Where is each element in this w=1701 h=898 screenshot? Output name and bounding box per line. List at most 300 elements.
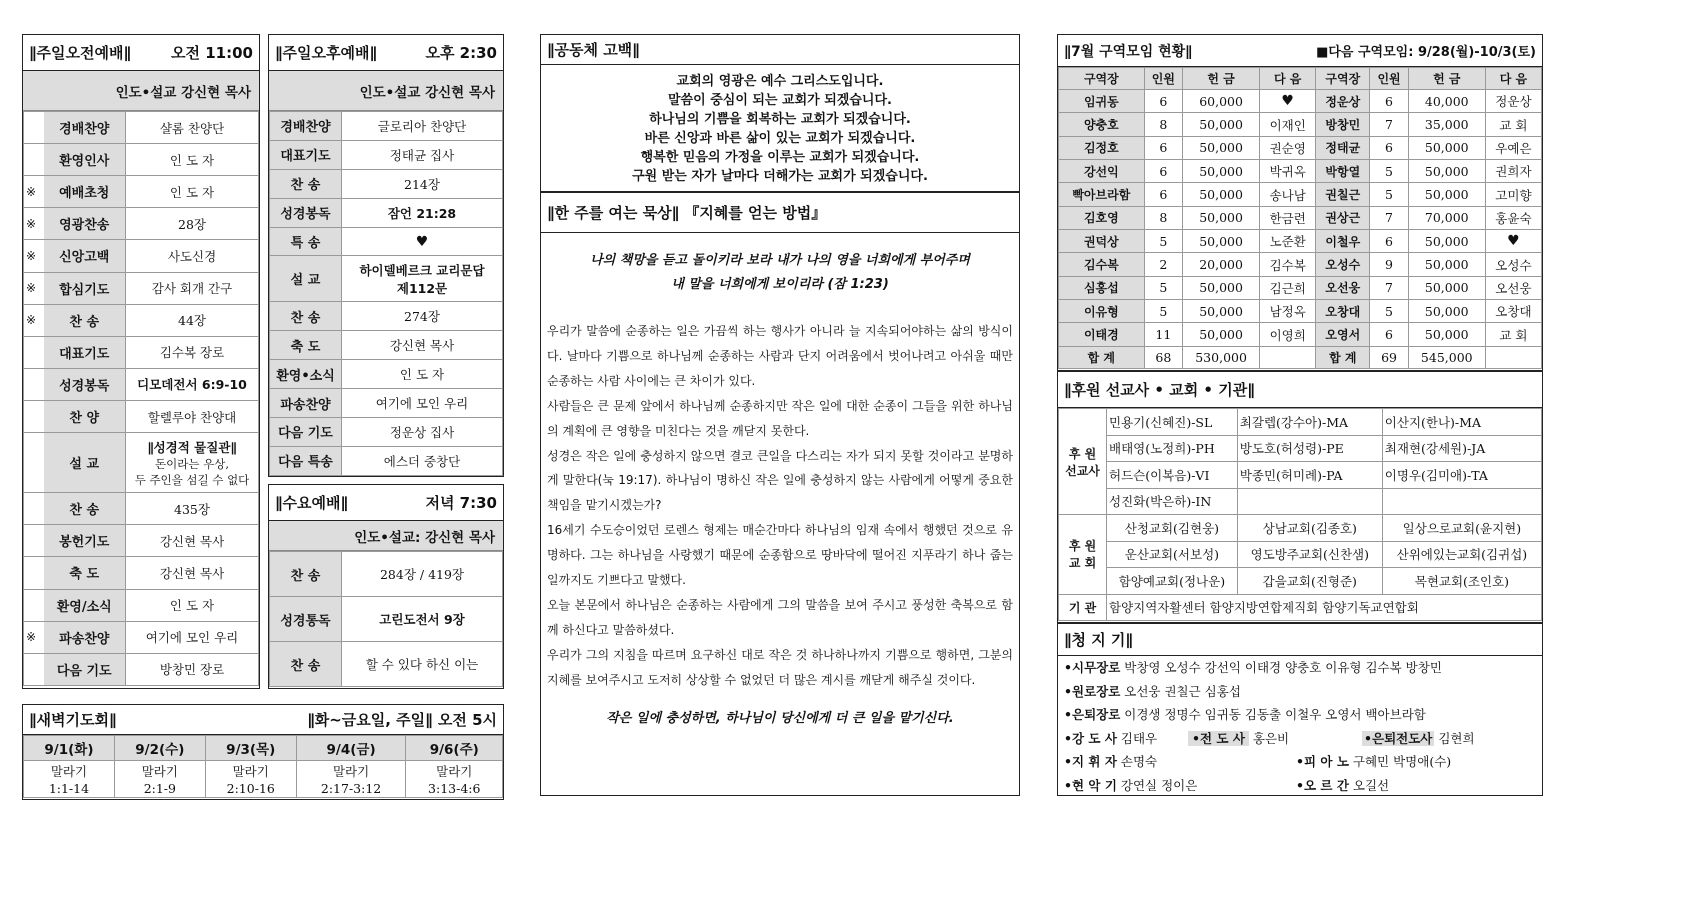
order-value: 강신현 목사 [126, 525, 259, 557]
order-row [24, 589, 259, 621]
order-value: 214장 [342, 169, 503, 198]
morning-service-title: ∥주일오전예배∥ [29, 44, 131, 62]
order-label: 찬 송 [270, 302, 342, 331]
district-row [1059, 206, 1542, 229]
district-cell: 50,000 [1183, 183, 1260, 206]
officers-elders-row [1064, 656, 1536, 680]
order-row [24, 112, 259, 144]
order-mark [24, 112, 44, 144]
order-row [270, 552, 503, 597]
order-value: 에스더 중창단 [342, 446, 503, 475]
order-value: 할 수 있다 하신 이는 [342, 642, 503, 687]
officers-box [1057, 623, 1543, 796]
district-leader: 강선익 [1059, 160, 1145, 183]
order-label: 봉헌기도 [44, 525, 126, 557]
order-value: 강신현 목사 [342, 331, 503, 360]
morning-leader: 인도•설교 강신현 목사 [23, 71, 259, 111]
order-row [270, 360, 503, 389]
district-row [1059, 136, 1542, 159]
sermon-title: ∥성경적 물질관∥ [147, 439, 237, 455]
org-label: 기 관 [1059, 594, 1107, 621]
church-name: 운산교회(서보성) [1107, 541, 1238, 568]
district-table [1058, 67, 1542, 369]
order-row [270, 140, 503, 169]
district-row [1059, 253, 1542, 276]
district-leader: 권덕상 [1059, 230, 1145, 253]
missionary-name: 최갈렙(강수아)-MA [1237, 409, 1382, 436]
order-row [24, 525, 259, 557]
district-leader: 오성수 [1316, 253, 1370, 276]
district-cell: 35,000 [1408, 113, 1485, 136]
district-cell: 50,000 [1183, 160, 1260, 183]
order-row [24, 240, 259, 272]
confession-line: 하나님의 기쁨을 회복하는 교회가 되겠습니다. [649, 112, 911, 127]
wednesday-service-header [269, 485, 503, 521]
preacher-name: 홍은비 [1252, 730, 1290, 746]
district-leader: 빡아브라함 [1059, 183, 1145, 206]
org-names: 함양지역자활센터 함양지방연합제직회 함양기독교연합회 [1107, 594, 1542, 621]
missionary-label-2: 선교사 [1065, 463, 1100, 478]
meditation-paragraph: 우리가 말씀에 순종하는 일은 가끔씩 하는 행사가 아니라 늘 지속되어야하는 삶의 방식이다. 날마다 기쁨으로 하나님께 순종하는 사람과 단지 어려움에서 벗어나려고 아쉬울 때만 순종하는 사람 사이에는 큰 차이가 있다. [547, 324, 1013, 388]
district-cell: 50,000 [1183, 113, 1260, 136]
district-cell: 남정옥 [1260, 300, 1316, 323]
district-cell: 50,000 [1183, 230, 1260, 253]
order-row [24, 557, 259, 589]
dawn-date-row [24, 736, 503, 761]
afternoon-service-box [268, 34, 504, 477]
dawn-verse: 2:10-16 [205, 781, 296, 798]
district-cell: 6 [1144, 90, 1182, 113]
order-row [24, 144, 259, 176]
district-cell: 545,000 [1408, 346, 1485, 368]
order-label: 경배찬양 [270, 112, 342, 141]
order-label: 축 도 [270, 331, 342, 360]
mission-box [1057, 371, 1543, 623]
dawn-date: 9/4(금) [296, 736, 406, 761]
district-row [1059, 90, 1542, 113]
missionary-row [1059, 409, 1542, 436]
dawn-book: 말라기 [296, 761, 406, 781]
district-cell: 교 회 [1485, 113, 1541, 136]
order-value: 인 도 자 [342, 360, 503, 389]
meditation-box [540, 192, 1020, 796]
order-row [270, 302, 503, 331]
missionary-name: 민용기(신혜진)-SL [1107, 409, 1238, 436]
district-cell: 5 [1370, 183, 1408, 206]
district-cell: 교 회 [1485, 323, 1541, 346]
order-row [270, 597, 503, 642]
officers-instrument-row [1064, 774, 1536, 798]
district-column-header: 헌 금 [1408, 68, 1485, 90]
order-label: 환영•소식 [270, 360, 342, 389]
wednesday-order-table [269, 551, 503, 687]
church-name: 함양예교회(정나운) [1107, 568, 1238, 595]
order-mark [24, 557, 44, 589]
district-cell: 6 [1370, 90, 1408, 113]
district-cell: 7 [1370, 113, 1408, 136]
district-leader: 권상근 [1316, 206, 1370, 229]
order-label: 다음 기도 [44, 653, 126, 685]
order-label: 환영/소식 [44, 589, 126, 621]
order-label: 특 송 [270, 227, 342, 256]
district-leader: 정운상 [1316, 90, 1370, 113]
district-cell: 오선웅 [1485, 276, 1541, 299]
missionary-name: 방도호(허성령)-PE [1237, 435, 1382, 462]
heart-icon: ♥ [1260, 90, 1316, 113]
district-cell: 50,000 [1408, 160, 1485, 183]
order-row [270, 169, 503, 198]
meditation-body [541, 319, 1019, 693]
mission-title: ∥후원 선교사 • 교회 • 기관∥ [1064, 381, 1255, 399]
order-value: 여기에 모인 우리 [126, 621, 259, 653]
dawn-date: 9/3(목) [205, 736, 296, 761]
morning-order-table [23, 111, 259, 686]
order-value: 435장 [126, 493, 259, 525]
order-value: 인 도 자 [126, 144, 259, 176]
order-row [270, 112, 503, 141]
district-leader: 이태경 [1059, 323, 1145, 346]
order-label: 찬 양 [44, 400, 126, 432]
order-mark: ※ [24, 304, 44, 336]
elders-names: 박창영 오성수 강선익 이태경 양충호 이유형 김수복 방창민 [1124, 660, 1442, 675]
district-cell: 8 [1144, 113, 1182, 136]
order-row [270, 418, 503, 447]
district-cell: 5 [1370, 160, 1408, 183]
missionary-row [1059, 462, 1542, 489]
order-row [270, 331, 503, 360]
meditation-closing: 작은 일에 충성하면, 하나님이 당신에게 더 큰 일을 맡기신다. [606, 710, 954, 726]
order-row [24, 304, 259, 336]
order-row [24, 368, 259, 400]
afternoon-service-title: ∥주일오후예배∥ [275, 44, 377, 62]
evangelist-name: 김태우 [1120, 730, 1158, 746]
dawn-verse: 3:13-4:6 [406, 781, 503, 798]
district-row [1059, 113, 1542, 136]
confession-lines [541, 65, 1019, 186]
district-leader: 박항열 [1316, 160, 1370, 183]
order-mark [24, 400, 44, 432]
district-column-header: 구역장 [1059, 68, 1145, 90]
district-column-header: 인원 [1144, 68, 1182, 90]
order-label: 찬 송 [270, 552, 342, 597]
order-value: 사도신경 [126, 240, 259, 272]
district-cell: 2 [1144, 253, 1182, 276]
mission-header [1058, 372, 1542, 408]
district-cell: 11 [1144, 323, 1182, 346]
order-mark: ※ [24, 272, 44, 304]
district-cell: 고미향 [1485, 183, 1541, 206]
order-mark [24, 589, 44, 621]
missionary-name: 이산지(한나)-MA [1382, 409, 1541, 436]
district-cell: 50,000 [1183, 206, 1260, 229]
order-value: 여기에 모인 우리 [342, 389, 503, 418]
district-cell: 송나남 [1260, 183, 1316, 206]
district-cell: 50,000 [1408, 253, 1485, 276]
district-row [1059, 183, 1542, 206]
church-label [1059, 515, 1107, 595]
wednesday-service-box [268, 484, 504, 689]
order-row [270, 389, 503, 418]
district-cell: 50,000 [1183, 136, 1260, 159]
dawn-prayer-title: ∥새벽기도회∥ [29, 711, 117, 729]
sermon-subtitle-1: 돈이라는 우상, [155, 456, 229, 471]
preacher-label: •전 도 사 [1188, 731, 1249, 746]
order-label: 찬 송 [44, 304, 126, 336]
order-label: 성경봉독 [270, 198, 342, 227]
confession-line: 구원 받는 자가 날마다 더해가는 교회가 되겠습니다. [632, 169, 928, 184]
morning-service-box [22, 34, 260, 689]
meditation-verse [541, 249, 1019, 297]
district-row [1059, 230, 1542, 253]
order-row [24, 621, 259, 653]
order-value: 샬롬 찬양단 [126, 112, 259, 144]
district-leader: 심홍섭 [1059, 276, 1145, 299]
order-value: 할렐루야 찬양대 [126, 400, 259, 432]
order-value: 방창민 장로 [126, 653, 259, 685]
district-box [1057, 34, 1543, 371]
district-row [1059, 346, 1542, 368]
officers-list [1058, 656, 1542, 797]
order-row [24, 208, 259, 240]
order-row [270, 198, 503, 227]
district-column-header: 인원 [1370, 68, 1408, 90]
choir-name: 손명숙 [1120, 754, 1158, 769]
district-cell: 50,000 [1183, 276, 1260, 299]
district-header [1058, 35, 1542, 67]
missionary-name [1237, 488, 1382, 515]
organ-label: •오 르 간 [1296, 777, 1349, 793]
district-cell: 6 [1370, 230, 1408, 253]
wednesday-service-time: 저녁 7:30 [425, 494, 497, 512]
district-cell: 홍윤숙 [1485, 206, 1541, 229]
order-label: 다음 특송 [270, 446, 342, 475]
order-row [270, 256, 503, 302]
district-column-header: 구역장 [1316, 68, 1370, 90]
confession-title: ∥공동체 고백∥ [547, 41, 640, 59]
district-cell: 오창대 [1485, 300, 1541, 323]
missionary-name [1382, 488, 1541, 515]
church-name: 갑을교회(진형준) [1237, 568, 1382, 595]
order-value: 감사 회개 간구 [126, 272, 259, 304]
district-cell: 530,000 [1183, 346, 1260, 368]
district-cell: 권순영 [1260, 136, 1316, 159]
district-cell: 김수복 [1260, 253, 1316, 276]
district-leader: 정태균 [1316, 136, 1370, 159]
missionary-name: 이명우(김미애)-TA [1382, 462, 1541, 489]
meditation-paragraph: 사람들은 큰 문제 앞에서 하나님께 순종하지만 작은 일에 대한 순종이 그들을 위한 하나님의 계획에 큰 영향을 미친다는 것을 깨닫지 못한다. [547, 398, 1013, 438]
district-cell: 50,000 [1408, 136, 1485, 159]
strings-names: 강연실 정이은 [1120, 777, 1198, 793]
meditation-paragraph: 성경은 작은 일에 충성하지 않으면 결코 큰일을 다스리는 자가 되지 못할 것이라고 분명하게 말한다(눅 19:17). 하나님이 명하신 작은 일에 충성하지 않는 사람에게 어떻게 중요한 책임을 맡기시겠는가? [547, 448, 1013, 513]
district-cell: 이재인 [1260, 113, 1316, 136]
order-row [270, 446, 503, 475]
district-row [1059, 276, 1542, 299]
piano-names: 구혜민 박명애(수) [1352, 754, 1452, 769]
district-cell: 노준환 [1260, 230, 1316, 253]
order-label: 신앙고백 [44, 240, 126, 272]
district-cell: 70,000 [1408, 206, 1485, 229]
order-label: 찬 송 [270, 642, 342, 687]
order-label: 대표기도 [270, 140, 342, 169]
district-leader: 이유형 [1059, 300, 1145, 323]
dawn-prayer-header [23, 705, 503, 735]
dawn-verse-row [24, 781, 503, 798]
order-value: 정운상 집사 [342, 418, 503, 447]
district-column-header: 다 음 [1260, 68, 1316, 90]
church-name: 영도방주교회(신찬샘) [1237, 541, 1382, 568]
district-leader: 임귀동 [1059, 90, 1145, 113]
order-label: 설 교 [44, 433, 126, 493]
district-cell: 50,000 [1183, 323, 1260, 346]
org-row [1059, 594, 1542, 621]
sermon-line-2: 제112문 [396, 280, 448, 296]
meditation-header [541, 193, 1019, 233]
choir-label: •지 휘 자 [1064, 754, 1117, 769]
meditation-verse-line1: 나의 책망을 듣고 돌이키라 보라 내가 나의 영을 너희에게 부어주며 [590, 253, 970, 268]
district-cell: 50,000 [1408, 323, 1485, 346]
order-mark [24, 336, 44, 368]
order-label: 찬 송 [270, 169, 342, 198]
strings-label: •현 악 기 [1064, 777, 1117, 793]
order-label: 환영인사 [44, 144, 126, 176]
district-cell: 이영희 [1260, 323, 1316, 346]
dawn-book: 말라기 [114, 761, 205, 781]
order-value [342, 256, 503, 302]
piano-label: •피 아 노 [1296, 754, 1349, 769]
dawn-book-row [24, 761, 503, 781]
officers-retired-row [1064, 703, 1536, 727]
order-value: 글로리아 찬양단 [342, 112, 503, 141]
church-name: 상남교회(김종호) [1237, 515, 1382, 542]
district-leader: 오창대 [1316, 300, 1370, 323]
order-row [24, 433, 259, 493]
order-value: 고린도전서 9장 [342, 597, 503, 642]
order-label: 찬 송 [44, 493, 126, 525]
mission-table [1058, 408, 1542, 621]
church-name: 일상으로교회(윤지현) [1382, 515, 1541, 542]
district-leader: 방창민 [1316, 113, 1370, 136]
district-cell: 40,000 [1408, 90, 1485, 113]
confession-box [540, 34, 1020, 192]
district-row [1059, 160, 1542, 183]
district-cell: 6 [1144, 183, 1182, 206]
district-cell: 5 [1144, 276, 1182, 299]
order-value: 인 도 자 [126, 589, 259, 621]
dawn-date: 9/2(수) [114, 736, 205, 761]
district-cell: 6 [1144, 160, 1182, 183]
district-cell [1485, 346, 1541, 368]
dawn-date: 9/6(주) [406, 736, 503, 761]
missionary-name: 박종민(허미례)-PA [1237, 462, 1382, 489]
district-cell: 60,000 [1183, 90, 1260, 113]
district-cell: 김근희 [1260, 276, 1316, 299]
church-label-2: 교 회 [1068, 556, 1097, 571]
district-header-row [1059, 68, 1542, 90]
order-value [126, 433, 259, 493]
district-cell: 6 [1370, 136, 1408, 159]
order-value: 강신현 목사 [126, 557, 259, 589]
district-leader: 합 계 [1316, 346, 1370, 368]
order-value: 44장 [126, 304, 259, 336]
district-cell: 5 [1370, 300, 1408, 323]
dawn-prayer-box [22, 704, 504, 800]
retired-names: 이경생 정명수 임귀동 김동출 이철우 오영서 백아브라함 [1124, 707, 1426, 722]
district-cell: 6 [1144, 136, 1182, 159]
order-label: 파송찬양 [44, 621, 126, 653]
order-mark [24, 653, 44, 685]
missionary-name: 최재현(강세원)-JA [1382, 435, 1541, 462]
church-name: 목현교회(조인호) [1382, 568, 1541, 595]
church-name: 산청교회(김현웅) [1107, 515, 1238, 542]
church-name: 산위에있는교회(김귀섭) [1382, 541, 1541, 568]
district-leader: 합 계 [1059, 346, 1145, 368]
district-cell: 6 [1370, 323, 1408, 346]
meditation-paragraph: 오늘 본문에서 하나님은 순종하는 사람에게 그의 말씀을 보여 주시고 풍성한 축복으로 함께 하신다고 말씀하셨다. [547, 597, 1013, 637]
district-cell: 50,000 [1183, 300, 1260, 323]
order-mark [24, 368, 44, 400]
order-label: 축 도 [44, 557, 126, 589]
missionary-label-1: 후 원 [1068, 446, 1097, 461]
sermon-subtitle-2: 두 주인을 섬길 수 없다 [134, 472, 250, 487]
officers-emeritus-row [1064, 680, 1536, 704]
church-row [1059, 541, 1542, 568]
morning-service-time: 오전 11:00 [171, 44, 253, 62]
order-label: 파송찬양 [270, 389, 342, 418]
order-mark: ※ [24, 176, 44, 208]
afternoon-service-time: 오후 2:30 [425, 44, 497, 62]
district-cell: 9 [1370, 253, 1408, 276]
evangelist-label: •강 도 사 [1064, 730, 1117, 746]
morning-service-header [23, 35, 259, 71]
missionary-row [1059, 435, 1542, 462]
afternoon-leader: 인도•설교 강신현 목사 [269, 71, 503, 111]
district-cell: 69 [1370, 346, 1408, 368]
order-label: 성경봉독 [44, 368, 126, 400]
missionary-name: 배태영(노정희)-PH [1107, 435, 1238, 462]
officers-staff-row [1064, 727, 1536, 751]
district-cell: 박귀옥 [1260, 160, 1316, 183]
district-cell: 50,000 [1408, 300, 1485, 323]
district-cell: 정운상 [1485, 90, 1541, 113]
retired-preacher-name: 김현희 [1438, 730, 1475, 746]
meditation-paragraph: 16세기 수도승이었던 로렌스 형제는 매순간마다 하나님의 임재 속에서 행했던 것으로 유명하다. 그는 하나님을 사랑했기 때문에 순종함으로 땅바닥에 떨어진 지푸라기 하나 줍는 일까지도 기쁘다고 말했다. [547, 523, 1013, 588]
dawn-verse: 2:17-3:12 [296, 781, 406, 798]
order-value: 김수복 장로 [126, 336, 259, 368]
district-row [1059, 323, 1542, 346]
order-value: 28장 [126, 208, 259, 240]
meditation-verse-line2: 내 말을 너희에게 보이리라 (잠 1:23) [671, 277, 889, 292]
district-column-header: 헌 금 [1183, 68, 1260, 90]
missionary-row [1059, 488, 1542, 515]
district-cell: 7 [1370, 206, 1408, 229]
afternoon-order-table [269, 111, 503, 476]
order-value: 인 도 자 [126, 176, 259, 208]
district-cell: 오성수 [1485, 253, 1541, 276]
order-label: 합심기도 [44, 272, 126, 304]
confession-line: 바른 신앙과 바른 삶이 있는 교회가 되겠습니다. [644, 131, 916, 146]
order-row [24, 336, 259, 368]
district-cell: 5 [1144, 300, 1182, 323]
heart-icon: ♥ [342, 227, 503, 256]
order-label: 설 교 [270, 256, 342, 302]
order-row [270, 227, 503, 256]
order-label: 대표기도 [44, 336, 126, 368]
dawn-book: 말라기 [205, 761, 296, 781]
wednesday-leader: 인도•설교: 강신현 목사 [269, 521, 503, 551]
dawn-book: 말라기 [406, 761, 503, 781]
order-value: 274장 [342, 302, 503, 331]
order-label: 성경통독 [270, 597, 342, 642]
